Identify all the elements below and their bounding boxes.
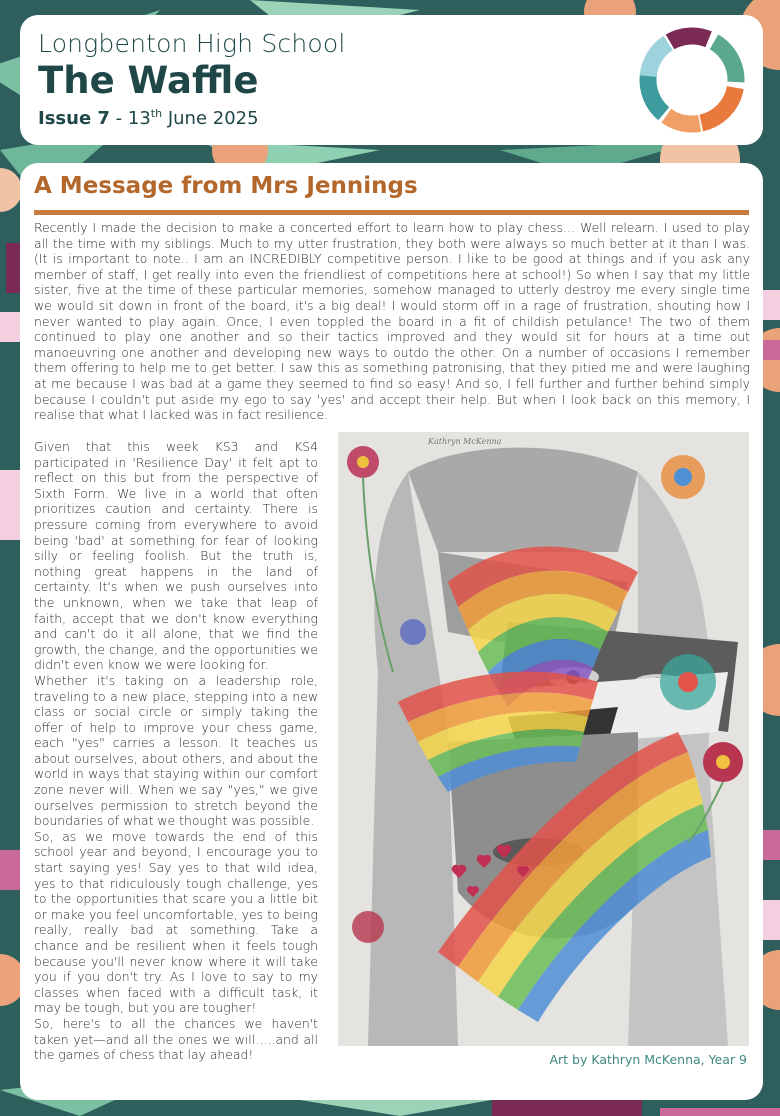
- masthead: [20, 15, 763, 145]
- newsletter-title: The Waffle: [38, 59, 259, 102]
- article-column: [34, 439, 318, 1063]
- heading-rule: [34, 210, 749, 215]
- article-card: [20, 163, 763, 1100]
- article-intro: Recently I made the decision to make a concerted effort to learn how to play chess… Well relearn. I used to play all the time with my siblings. Much to my utter frustration, they both were always so much better at it than I was. (It is important to note.. I am an INCREDIBLY competitive person. I like to be good at things and if you ask any member of staff, I get really into even the friendliest of competitions here at school!) So when I say that my little sister, five at the time of these particular memories, somehow managed to utterly destroy me every single time we would sit down in front of the board, it's a big deal! I would storm off in a rage of frustration, shouting how I never wanted to play again. Once, I even toppled the board in a fit of childish petulance! The two of them continued to play one another and so their tactics improved and they would sit for hours at a time out manoeuvring one another and developing new ways to outdo the other. On a number of occasions I remember them offering to help me to get better. I saw this as something patronising, that they pitied me and were laughing at me because I was bad at a game they seemed to find so easy! And so, I fell further and further behind simply because I couldn't put aside my ego to say 'yes' and accept their help. But when I look back on this memory, I realise that what I lacked was in fact resilience.: [34, 220, 750, 423]
- student-artwork: [338, 432, 749, 1046]
- artwork-caption: Art by Kathryn McKenna, Year 9: [549, 1052, 747, 1067]
- artwork-signature: Kathryn McKenna: [428, 437, 502, 446]
- article-paragraph: Whether it's taking on a leadership role, traveling to a new place, stepping into a new class or social circle or simply taking the offer of help to improve your chess game, each "yes" carries a lesson. It teaches us about ourselves, about others, and about the world in ways that staying within our comfort zone never will. When we say "yes," we give ourselves permission to stretch beyond the boundaries of what we thought was possible.: [34, 672, 318, 829]
- issue-date-rest: June 2025: [162, 108, 259, 129]
- school-name: Longbenton High School: [38, 29, 346, 58]
- article-paragraph: Given that this week KS3 and KS4 participated in 'Resilience Day' it felt apt to reflect on this but from the perspective of Sixth Form. We live in a world that often prioritizes caution and certainty. There is pressure coming from everywhere to avoid being 'bad' at something for fear of looking silly or feeling foolish. But the truth is, nothing great happens in the land of certainty. It's when we push ourselves into the unknown, when we take that leap of faith, accept that we don't know everything and can't do it all alone, that we find the growth, the change, and the opportunities we didn't even know we were looking for.: [34, 439, 318, 673]
- issue-number: Issue 7: [38, 108, 110, 129]
- school-logo-icon: [637, 25, 747, 135]
- issue-separator: - 13: [109, 108, 151, 129]
- issue-date: [38, 107, 259, 129]
- article-paragraph: So, as we move towards the end of this school year and beyond, I encourage you to start saying yes! Say yes to that wild idea, yes to that ridiculously tough challenge, yes to the opportunities that scare you a little bit or make you feel uncomfortable, yes to being really, really bad at something. Take a chance and be resilient when it feels tough because you'll never know where it will take you if you don't try. As I love to say to my classes when faced with a difficult task, it may be tough, but you are tougher!: [34, 828, 318, 1016]
- article-heading: A Message from Mrs Jennings: [34, 173, 418, 199]
- date-suffix: th: [150, 107, 163, 120]
- article-paragraph: So, here's to all the chances we haven't taken yet—and all the ones we will…..and all the games of chess that lay ahead!: [34, 1015, 318, 1063]
